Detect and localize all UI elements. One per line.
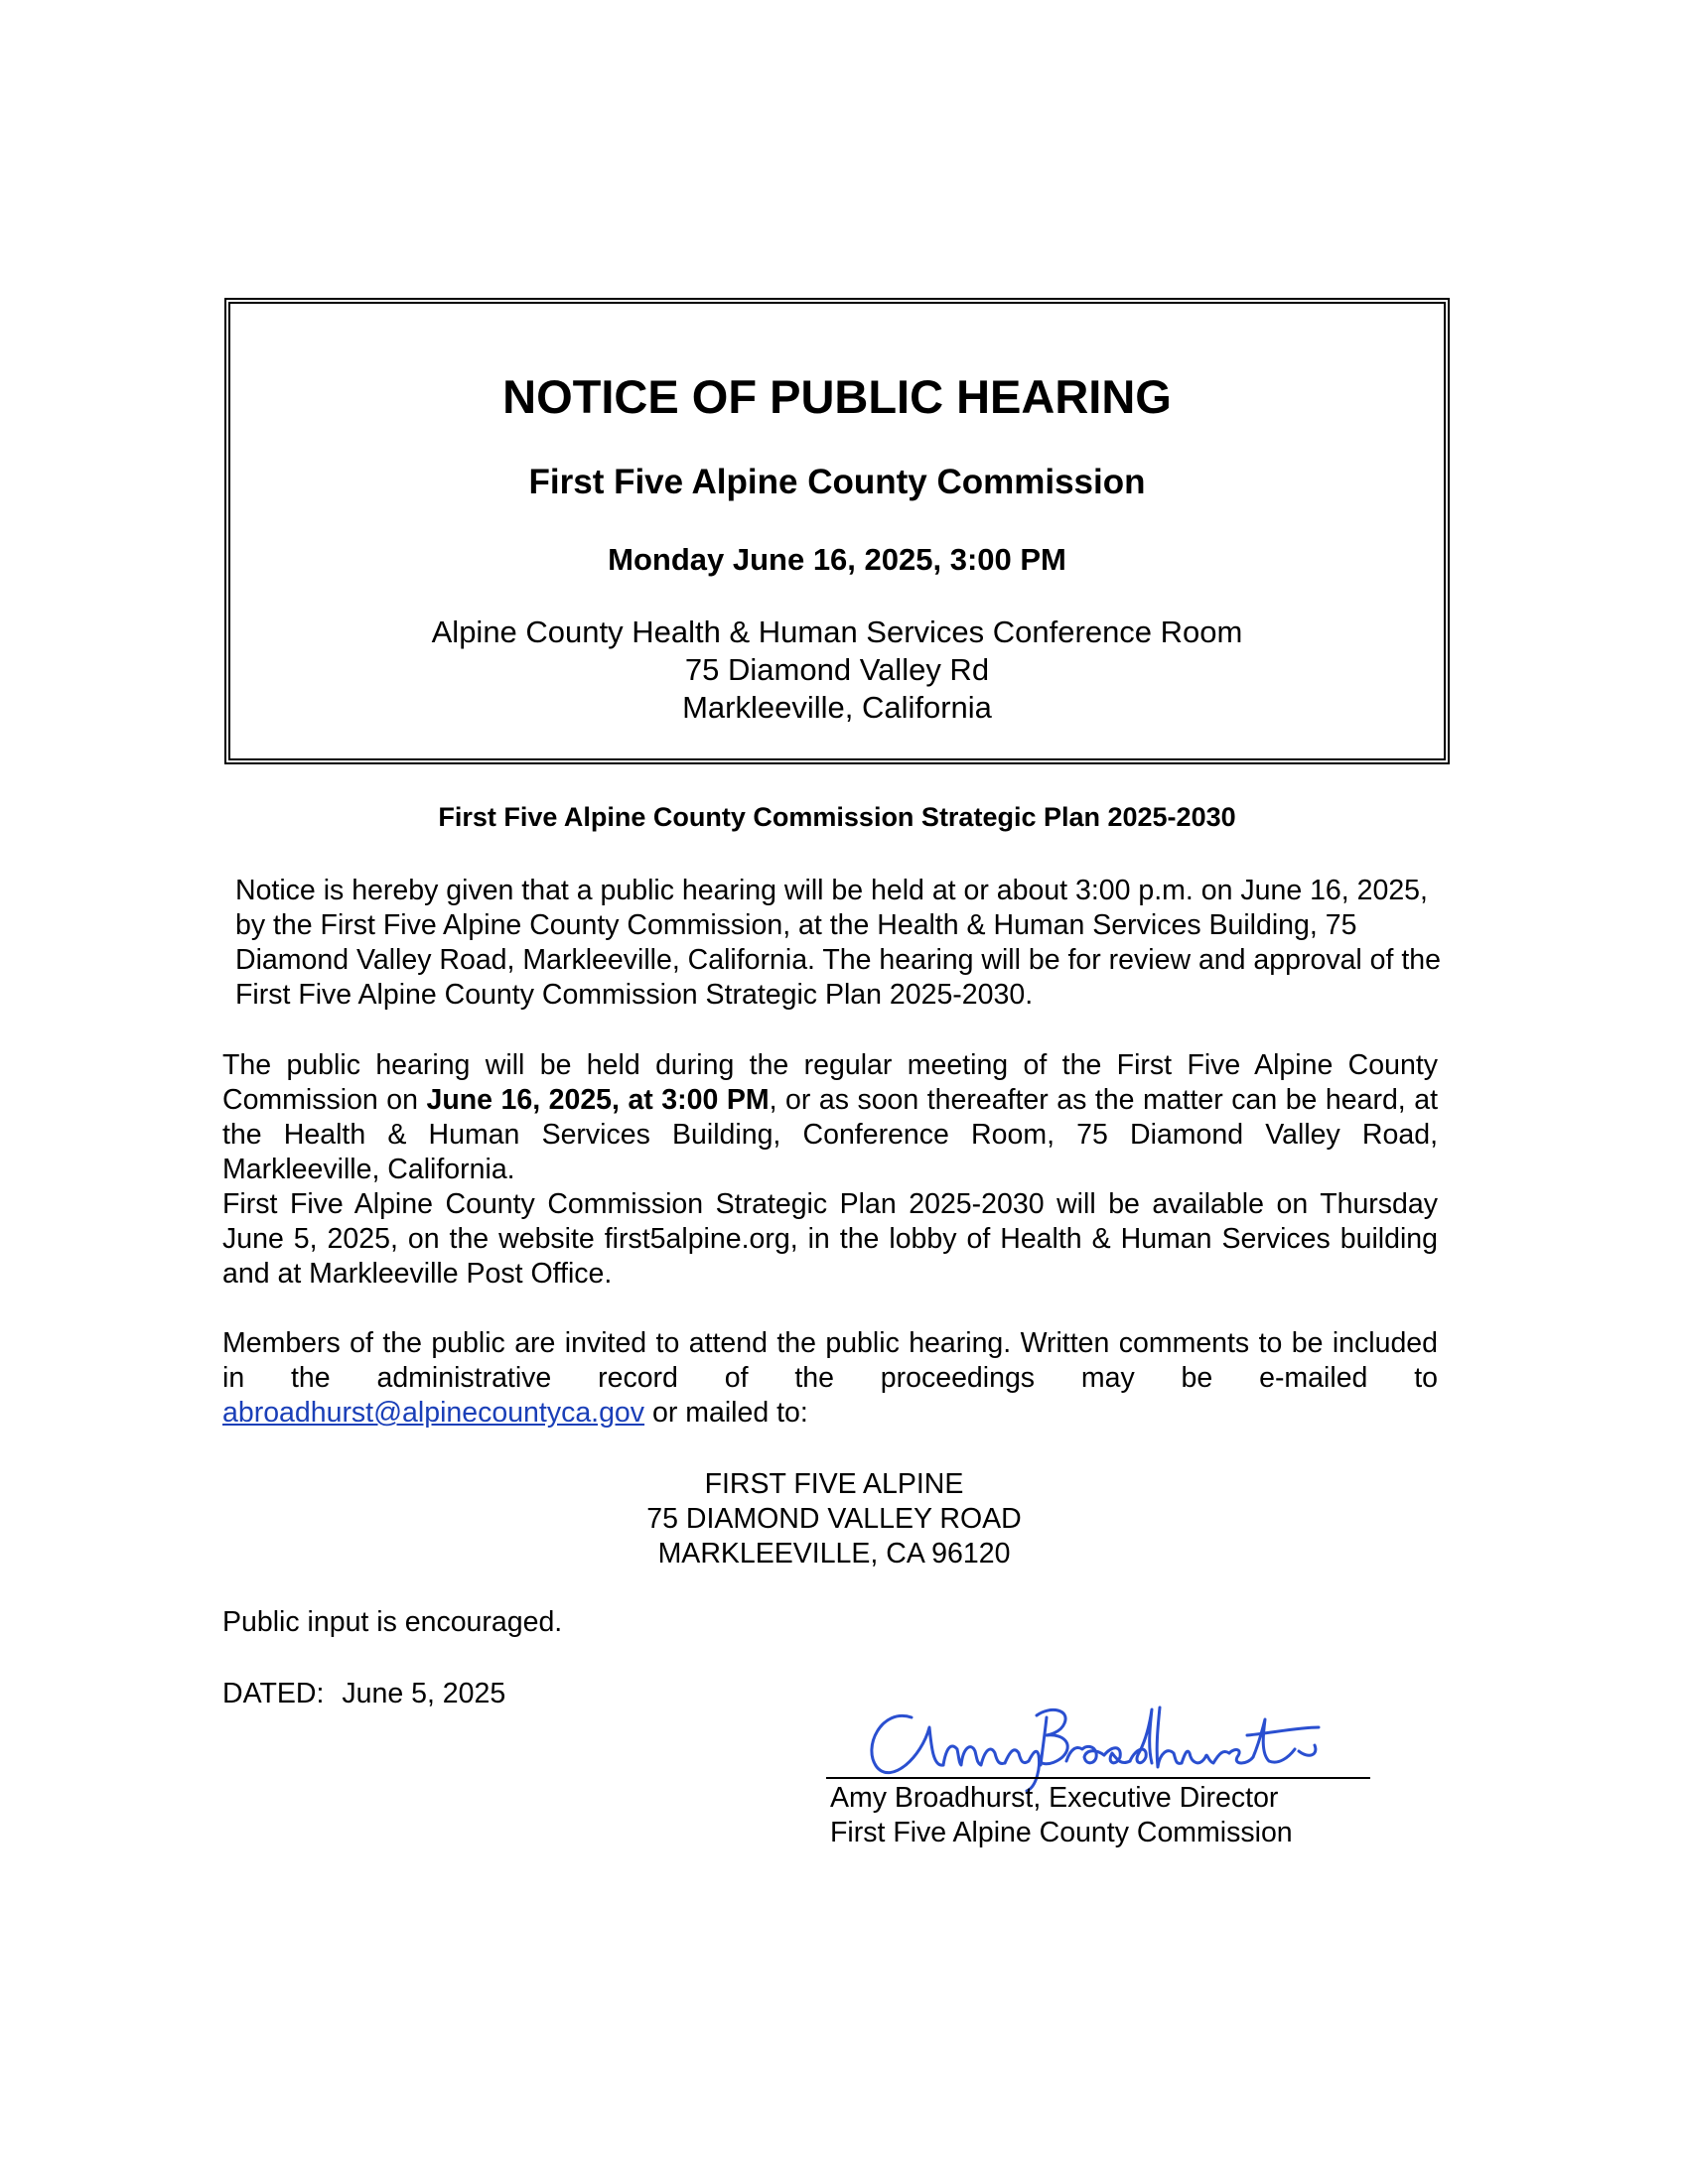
signer-block bbox=[830, 1781, 1293, 1850]
dated-value: June 5, 2025 bbox=[342, 1678, 506, 1709]
comments-paragraph bbox=[222, 1326, 1438, 1431]
location-line-3: Markleeville, California bbox=[682, 690, 992, 725]
hearing-notice-box bbox=[224, 298, 1450, 764]
mailing-address-line-3: MARKLEEVILLE, CA 96120 bbox=[657, 1538, 1011, 1570]
location-line-1: Alpine County Health & Human Services Conference Room bbox=[431, 614, 1243, 649]
signer-organization: First Five Alpine County Commission bbox=[830, 1817, 1293, 1848]
dated-label: DATED: bbox=[222, 1678, 325, 1709]
mailing-address-line-1: FIRST FIVE ALPINE bbox=[704, 1468, 964, 1500]
mailing-address-line-2: 75 DIAMOND VALLEY ROAD bbox=[646, 1503, 1022, 1535]
meeting-paragraph bbox=[222, 1048, 1438, 1187]
hearing-location bbox=[230, 614, 1444, 727]
location-line-2: 75 Diamond Valley Rd bbox=[684, 652, 990, 687]
comments-text: Members of the public are invited to attend the public hearing. Written comments to be included in the administrative record of the proceedings may be e-mailed to bbox=[222, 1327, 1438, 1394]
meeting-date-bold: June 16, 2025, at 3:00 PM bbox=[426, 1084, 770, 1116]
email-link[interactable]: abroadhurst@alpinecountyca.gov bbox=[222, 1397, 645, 1429]
availability-paragraph: First Five Alpine County Commission Strategic Plan 2025-2030 will be available on Thursday June 5, 2025, on the website first5alpine.org, in the lobby of Health & Human Services building and at Markleeville Post Office. bbox=[222, 1188, 1438, 1290]
hearing-datetime: Monday June 16, 2025, 3:00 PM bbox=[608, 542, 1066, 577]
signer-name-title: Amy Broadhurst, Executive Director bbox=[830, 1782, 1279, 1814]
meeting-text-end: , or as soon thereafter as the matter can be heard, at the Health & Human Services Building, Conference Room, 75 Diamond Valley Road, Markleeville, California. bbox=[222, 1084, 1438, 1185]
public-input-statement: Public input is encouraged. bbox=[222, 1606, 563, 1638]
mailing-address bbox=[556, 1467, 1112, 1571]
dated-line bbox=[222, 1678, 505, 1710]
notice-paragraph: Notice is hereby given that a public hearing will be held at or about 3:00 p.m. on June 16, 2025, by the First Five Alpine County Commission, at the Health & Human Services Building, 75 Diamond Valley Road, Markleeville, California. The hearing will be for review and approval of the First Five Alpine County Commission Strategic Plan 2025-2030. bbox=[235, 875, 1441, 1011]
meeting-text-start: The public hearing will be held during the regular meeting of the First Five Alpine County Commission on bbox=[222, 1049, 1438, 1116]
notice-title: NOTICE OF PUBLIC HEARING bbox=[502, 370, 1172, 423]
commission-name: First Five Alpine County Commission bbox=[528, 463, 1146, 501]
strategic-plan-heading: First Five Alpine County Commission Strategic Plan 2025-2030 bbox=[438, 802, 1236, 832]
comments-tail: or mailed to: bbox=[644, 1397, 808, 1429]
signature-line bbox=[826, 1777, 1370, 1779]
